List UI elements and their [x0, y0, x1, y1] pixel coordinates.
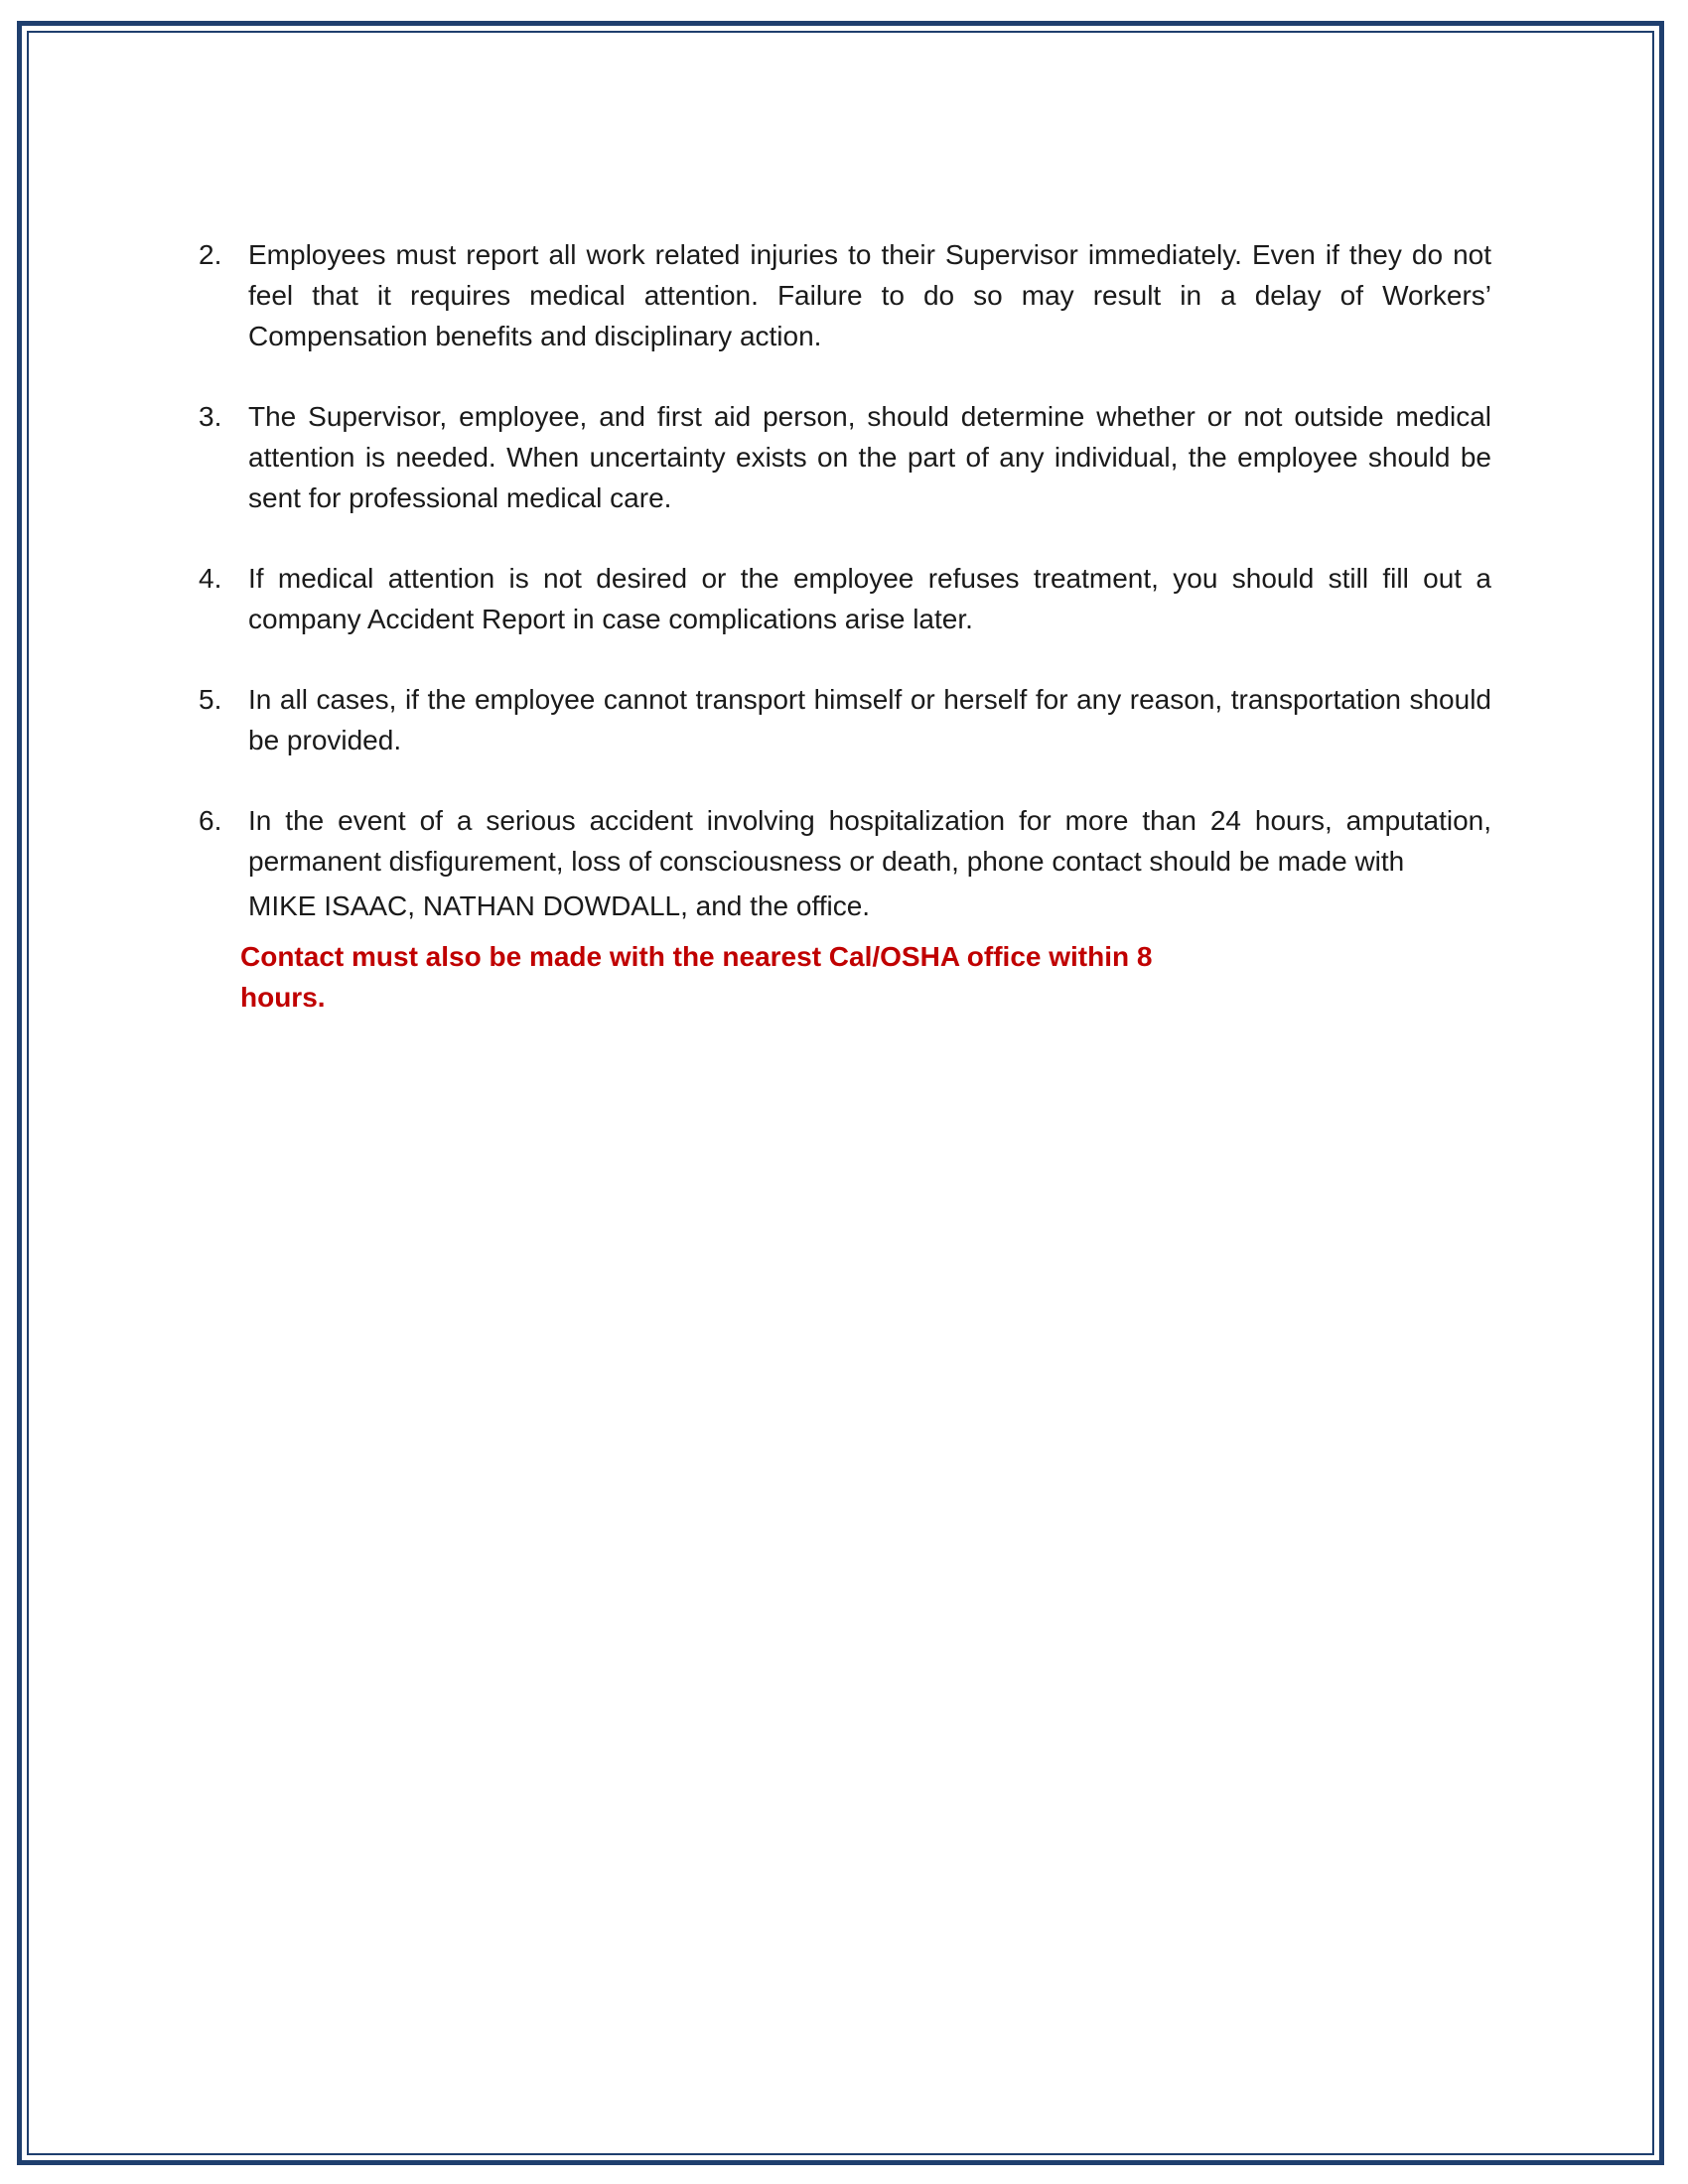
item-text: Employees must report all work related injuries to their Supervisor immediately. Even if they do not feel that it requires medical attention. Failure to do so may result in a delay of Workers’ Compensation benefits and disciplinary action. [248, 239, 1491, 351]
document-body [199, 234, 1491, 1057]
item-text: In all cases, if the employee cannot transport himself or herself for any reason, transportation should be provided. [248, 684, 1491, 755]
item-text: The Supervisor, employee, and first aid person, should determine whether or not outside medical attention is needed. When uncertainty exists on the part of any individual, the employee should be sent for professional medical care. [248, 401, 1491, 513]
item-number: 4. [199, 563, 222, 594]
contact-names: MIKE ISAAC, NATHAN DOWDALL, and the office. [248, 890, 871, 921]
osha-alert: Contact must also be made with the nearest Cal/OSHA office within 8 hours. [240, 941, 1153, 1013]
item-text: In the event of a serious accident involving hospitalization for more than 24 hours, amputation, permanent disfigurement, loss of consciousness or death, phone contact should be made with [248, 805, 1491, 877]
item-number: 5. [199, 684, 222, 715]
item-number: 2. [199, 239, 222, 270]
item-number: 3. [199, 401, 222, 432]
list-item [199, 558, 1491, 639]
list-item [199, 396, 1491, 518]
item-text: If medical attention is not desired or the employee refuses treatment, you should still fill out a company Accident Report in case complications arise later. [248, 563, 1491, 634]
list-item [199, 800, 1491, 1018]
list-item [199, 234, 1491, 356]
item-number: 6. [199, 805, 222, 836]
list-item [199, 679, 1491, 760]
